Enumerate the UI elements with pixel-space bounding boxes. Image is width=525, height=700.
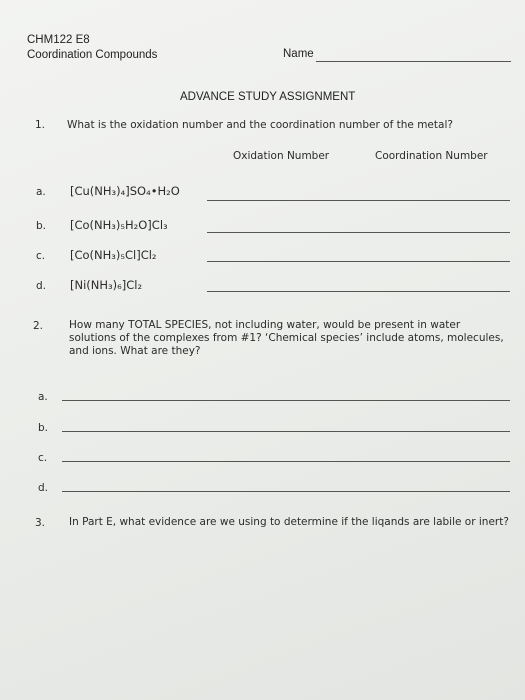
q2-item-letter: a. xyxy=(38,391,48,403)
course-code: CHM122 E8 xyxy=(27,34,90,46)
q1-item-letter: d. xyxy=(36,280,47,292)
q1-answer-line[interactable] xyxy=(207,291,510,292)
q1-item-formula: [Co(NH₃)₅H₂O]Cl₃ xyxy=(70,218,168,232)
q2-answer-line[interactable] xyxy=(62,431,510,432)
q2-text: How many TOTAL SPECIES, not including water, would be present in water solutions of the complexes from #1? ‘Chemical species’ include atoms, molecules, and ions. What are they? xyxy=(69,319,504,357)
q2-item-letter: c. xyxy=(38,452,48,464)
q1-text: What is the oxidation number and the coordination number of the metal? xyxy=(67,119,453,131)
q1-item-formula: [Cu(NH₃)₄]SO₄•H₂O xyxy=(70,184,180,198)
q2-answer-line[interactable] xyxy=(62,400,510,401)
name-label: Name xyxy=(283,48,314,60)
q1-item-formula: [Co(NH₃)₅Cl]Cl₂ xyxy=(70,248,157,262)
topic-title: Coordination Compounds xyxy=(27,49,158,61)
q2-answer-line[interactable] xyxy=(62,491,510,492)
q2-answer-line[interactable] xyxy=(62,461,510,462)
q1-answer-line[interactable] xyxy=(207,200,510,201)
q1-col-oxidation: Oxidation Number xyxy=(233,150,330,162)
q2-item-letter: b. xyxy=(38,422,49,434)
q1-item-letter: c. xyxy=(36,250,46,262)
q1-answer-line[interactable] xyxy=(207,232,510,233)
assignment-title: ADVANCE STUDY ASSIGNMENT xyxy=(180,91,356,103)
q1-item-letter: a. xyxy=(36,186,46,198)
q3-text: In Part E, what evidence are we using to determine if the liqands are labile or inert? xyxy=(69,516,509,528)
q3-number: 3. xyxy=(35,517,46,529)
q1-item-formula: [Ni(NH₃)₆]Cl₂ xyxy=(70,278,143,292)
q1-answer-line[interactable] xyxy=(207,261,510,262)
q1-item-letter: b. xyxy=(36,220,47,232)
name-blank-line[interactable] xyxy=(316,61,511,62)
q2-item-letter: d. xyxy=(38,482,49,494)
q1-col-coordination: Coordination Number xyxy=(375,150,488,162)
q2-number: 2. xyxy=(33,320,44,332)
q1-number: 1. xyxy=(35,119,46,131)
